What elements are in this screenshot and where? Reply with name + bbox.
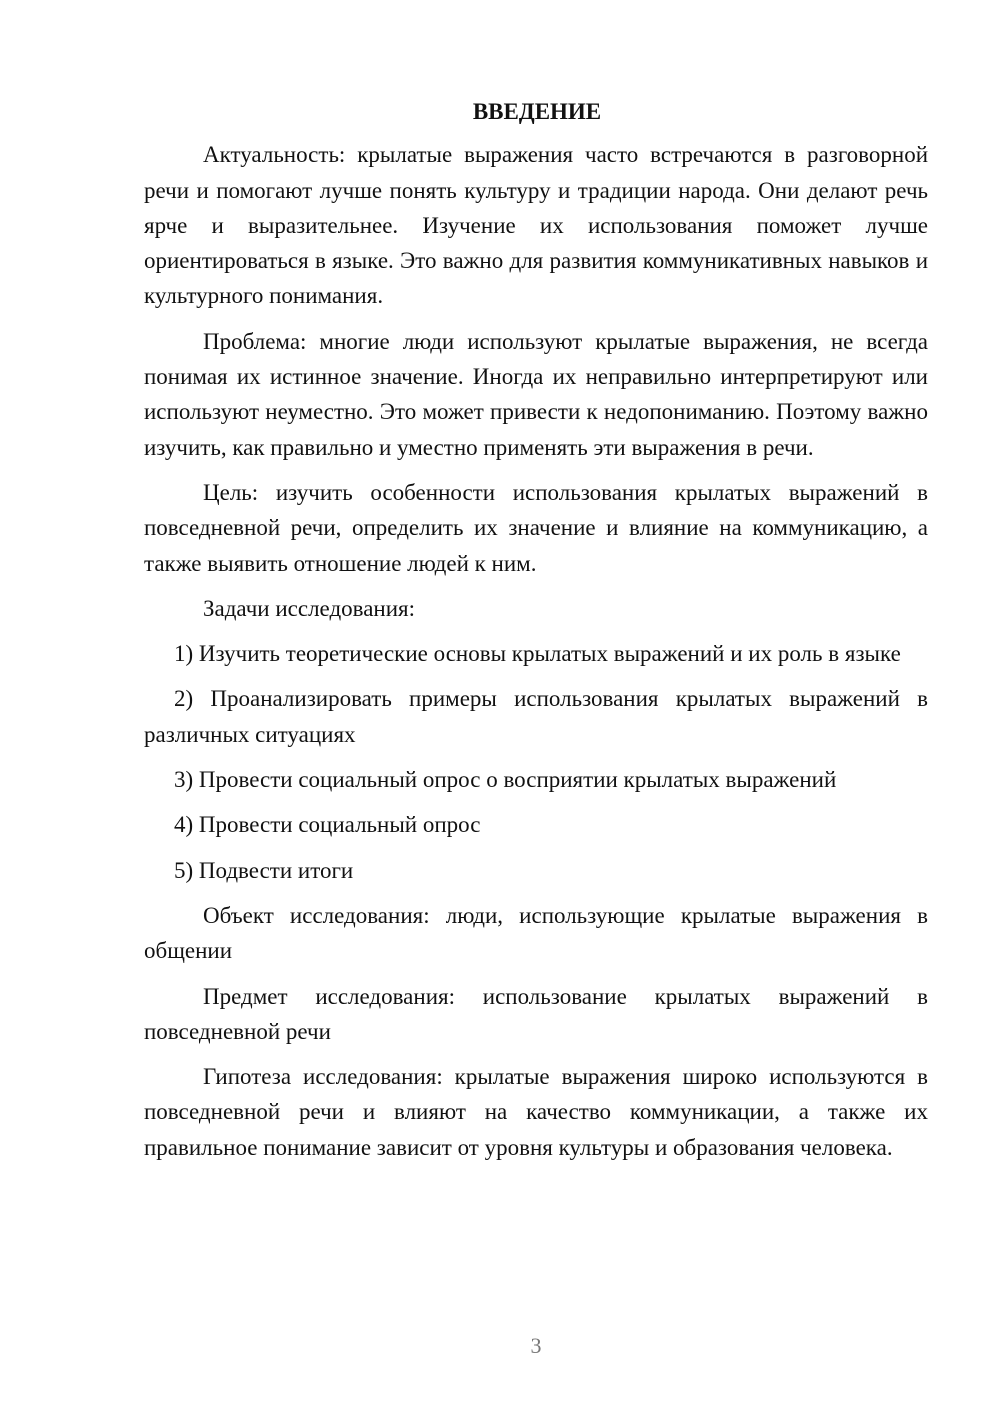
task-item-5: 5) Подвести итоги	[174, 857, 354, 883]
section-title: ВВЕДЕНИЕ	[472, 99, 602, 124]
hypothesis-paragraph: Гипотеза исследования: крылатые выражения широко используются в повседневной речи и влияют на качество коммуникации, а также их правильное понимание зависит от уровня культуры и образования человека.	[144, 1064, 928, 1160]
object-paragraph: Объект исследования: люди, использующие крылатые выражения в общении	[144, 902, 928, 964]
task-item-1: 1) Изучить теоретические основы крылатых выражений и их роль в языке	[174, 641, 901, 667]
relevance-paragraph: Актуальность: крылатые выражения часто встречаются в разговорной речи и помогают лучше понять культуру и традиции народа. Они делают речь ярче и выразительнее. Изучение их использования поможет лучше ориентироваться в языке. Это важно для развития коммуникативных навыков и культурного понимания.	[144, 142, 928, 309]
task-item-2: 2) Проанализировать примеры использования крылатых выражений в различных ситуациях	[144, 686, 928, 747]
task-item-4: 4) Провести социальный опрос	[174, 812, 481, 838]
tasks-heading: Задачи исследования:	[203, 595, 416, 621]
document-body	[144, 94, 928, 1175]
problem-paragraph: Проблема: многие люди используют крылатые выражения, не всегда понимая их истинное значение. Иногда их неправильно интерпретируют или используют неуместно. Это может привести к недопониманию. Поэтому важно изучить, как правильно и уместно применять эти выражения в речи.	[144, 328, 928, 460]
subject-paragraph: Предмет исследования: использование крылатых выражений в повседневной речи	[144, 983, 928, 1044]
goal-paragraph: Цель: изучить особенности использования крылатых выражений в повседневной речи, определить их значение и влияние на коммуникацию, а также выявить отношение людей к ним.	[144, 479, 928, 576]
task-item-3: 3) Провести социальный опрос о восприятии крылатых выражений	[174, 767, 837, 793]
page-number: 3	[530, 1333, 542, 1358]
